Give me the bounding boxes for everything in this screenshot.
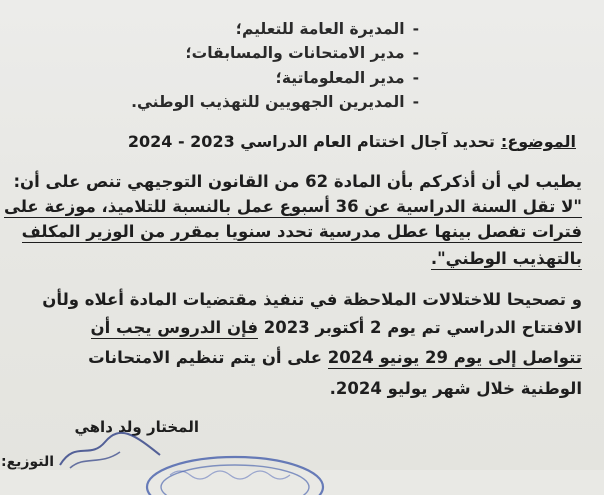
signature-name: المختار ولد داهي	[74, 418, 199, 436]
subject-text: تحديد آجال اختتام العام الدراسي 2023 - 2024	[127, 132, 495, 151]
signature-scribble-icon	[55, 430, 165, 470]
body-line-1: يطيب لي أن أذكركم بأن المادة 62 من القانون التوجيهي تنص على أن:	[13, 172, 582, 191]
emphasis: فإن الدروس يجب أن	[90, 318, 259, 337]
body-line-8: الوطنية خلال شهر يوليو 2024.	[329, 379, 582, 398]
distribution-label: التوزيع:	[0, 454, 54, 470]
emphasis: تتواصل إلى يوم 29 يونيو 2024	[327, 348, 582, 367]
body-line-6: الافتتاح الدراسي تم يوم 2 أكتوبر 2023 فإن الدروس يجب أن	[90, 318, 582, 337]
subject-line	[0, 132, 576, 151]
subject-label: الموضوع:	[500, 132, 576, 151]
recipient-2: -مدير الامتحانات والمسابقات؛	[185, 44, 419, 62]
body-line-5: و تصحيحا للاختلالات الملاحظة في تنفيذ مقتضيات المادة أعلاه ولأن	[42, 290, 582, 309]
official-stamp-icon	[140, 435, 330, 495]
dash: -	[412, 44, 419, 62]
body-line-3: فترات تفصل بينها عطل مدرسية تحدد سنويا بمقرر من الوزير المكلف	[21, 222, 582, 241]
recipient-3: -مدير المعلوماتية؛	[275, 69, 419, 87]
recipient-1: -المديرة العامة للتعليم؛	[235, 20, 419, 38]
body-line-2: "لا تقل السنة الدراسية عن 36 أسبوع عمل بالنسبة للتلاميذ، موزعة على	[4, 197, 582, 216]
body-line-7: تتواصل إلى يوم 29 يونيو 2024 على أن يتم تنظيم الامتحانات	[88, 348, 582, 367]
body-line-4: بالتهذيب الوطني".	[430, 249, 582, 268]
dash: -	[412, 20, 419, 38]
dash: -	[412, 69, 419, 87]
dash: -	[412, 93, 419, 111]
recipient-4: -المديرين الجهويين للتهذيب الوطني.	[131, 93, 419, 111]
